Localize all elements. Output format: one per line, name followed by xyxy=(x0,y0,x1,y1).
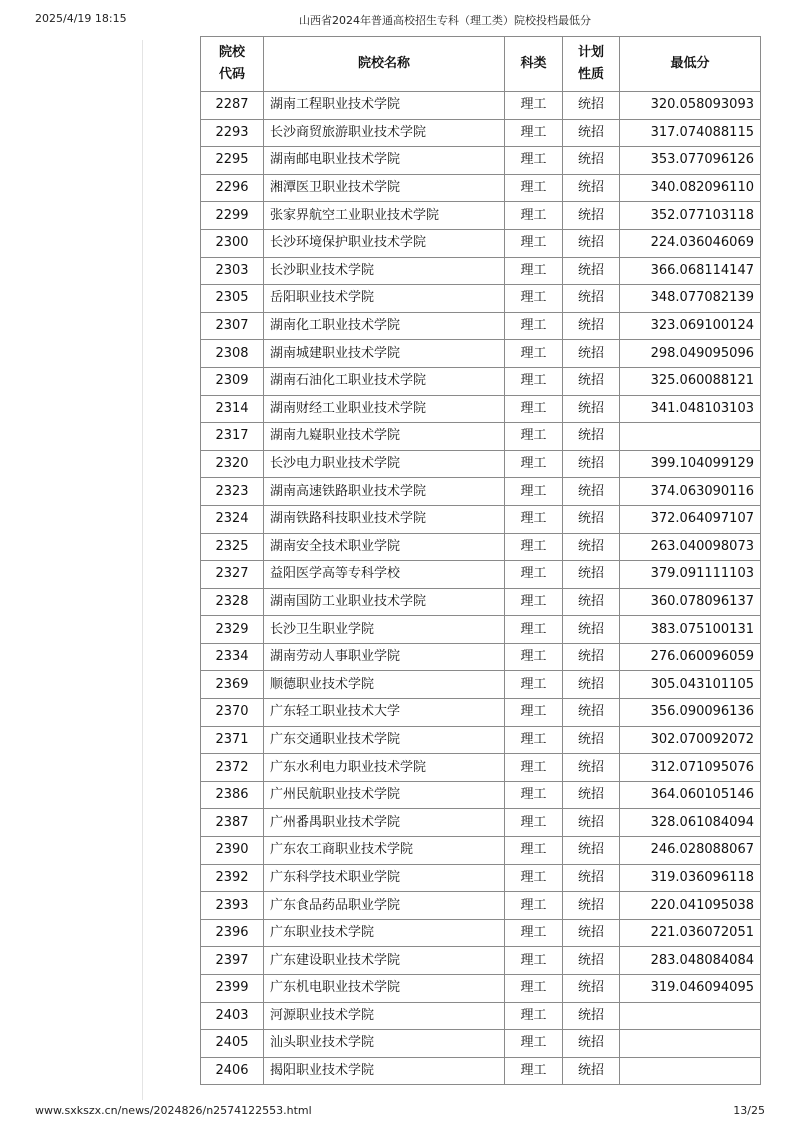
cell-score: 341.048103103 xyxy=(620,395,761,423)
cell-code: 2406 xyxy=(201,1057,264,1085)
column-header-code: 院校 代码 xyxy=(201,37,264,92)
cell-nature: 统招 xyxy=(563,505,620,533)
cell-code: 2317 xyxy=(201,423,264,451)
table-row xyxy=(201,450,761,478)
cell-category: 理工 xyxy=(505,809,563,837)
cell-nature: 统招 xyxy=(563,726,620,754)
cell-category: 理工 xyxy=(505,119,563,147)
cell-name: 湖南高速铁路职业技术学院 xyxy=(264,478,505,506)
table-row xyxy=(201,533,761,561)
cell-nature: 统招 xyxy=(563,616,620,644)
cell-code: 2387 xyxy=(201,809,264,837)
cell-nature: 统招 xyxy=(563,781,620,809)
cell-code: 2399 xyxy=(201,975,264,1003)
cell-category: 理工 xyxy=(505,505,563,533)
cell-category: 理工 xyxy=(505,864,563,892)
cell-code: 2327 xyxy=(201,561,264,589)
cell-name: 湖南石油化工职业技术学院 xyxy=(264,367,505,395)
cell-nature: 统招 xyxy=(563,671,620,699)
cell-category: 理工 xyxy=(505,202,563,230)
cell-code: 2296 xyxy=(201,174,264,202)
cell-category: 理工 xyxy=(505,1030,563,1058)
cell-category: 理工 xyxy=(505,975,563,1003)
table-row xyxy=(201,588,761,616)
cell-nature: 统招 xyxy=(563,312,620,340)
cell-nature: 统招 xyxy=(563,588,620,616)
table-row xyxy=(201,837,761,865)
table-row xyxy=(201,699,761,727)
cell-nature: 统招 xyxy=(563,285,620,313)
cell-name: 湖南国防工业职业技术学院 xyxy=(264,588,505,616)
cell-nature: 统招 xyxy=(563,947,620,975)
cell-category: 理工 xyxy=(505,699,563,727)
cell-nature: 统招 xyxy=(563,533,620,561)
cell-score: 383.075100131 xyxy=(620,616,761,644)
table-row xyxy=(201,809,761,837)
cell-name: 湘潭医卫职业技术学院 xyxy=(264,174,505,202)
cell-name: 湖南工程职业技术学院 xyxy=(264,92,505,120)
cell-score: 319.046094095 xyxy=(620,975,761,1003)
table-row xyxy=(201,754,761,782)
cell-name: 长沙卫生职业学院 xyxy=(264,616,505,644)
cell-category: 理工 xyxy=(505,588,563,616)
cell-name: 揭阳职业技术学院 xyxy=(264,1057,505,1085)
cell-code: 2303 xyxy=(201,257,264,285)
cell-score: 352.077103118 xyxy=(620,202,761,230)
cell-nature: 统招 xyxy=(563,257,620,285)
cell-score: 360.078096137 xyxy=(620,588,761,616)
cell-category: 理工 xyxy=(505,174,563,202)
cell-code: 2393 xyxy=(201,892,264,920)
cell-category: 理工 xyxy=(505,478,563,506)
column-header-nature: 计划 性质 xyxy=(563,37,620,92)
cell-nature: 统招 xyxy=(563,699,620,727)
cell-score: 340.082096110 xyxy=(620,174,761,202)
page-title: 山西省2024年普通高校招生专科（理工类）院校投档最低分 xyxy=(299,14,591,27)
margin-divider xyxy=(142,40,143,1100)
cell-code: 2305 xyxy=(201,285,264,313)
cell-name: 张家界航空工业职业技术学院 xyxy=(264,202,505,230)
cell-category: 理工 xyxy=(505,726,563,754)
table-header-row xyxy=(201,37,761,92)
cell-score: 320.058093093 xyxy=(620,92,761,120)
cell-category: 理工 xyxy=(505,257,563,285)
table-row xyxy=(201,616,761,644)
cell-score: 319.036096118 xyxy=(620,864,761,892)
cell-category: 理工 xyxy=(505,616,563,644)
table-row xyxy=(201,312,761,340)
cell-name: 广东食品药品职业学院 xyxy=(264,892,505,920)
cell-score: 328.061084094 xyxy=(620,809,761,837)
cell-category: 理工 xyxy=(505,892,563,920)
page-number: 13/25 xyxy=(733,1104,765,1117)
table-row xyxy=(201,1030,761,1058)
table-row xyxy=(201,1057,761,1085)
cell-score: 298.049095096 xyxy=(620,340,761,368)
cell-category: 理工 xyxy=(505,643,563,671)
cell-score: 366.068114147 xyxy=(620,257,761,285)
cell-nature: 统招 xyxy=(563,643,620,671)
table-row xyxy=(201,643,761,671)
cell-name: 岳阳职业技术学院 xyxy=(264,285,505,313)
cell-code: 2320 xyxy=(201,450,264,478)
cell-code: 2390 xyxy=(201,837,264,865)
cell-code: 2334 xyxy=(201,643,264,671)
table-row xyxy=(201,147,761,175)
cell-name: 顺德职业技术学院 xyxy=(264,671,505,699)
cell-code: 2308 xyxy=(201,340,264,368)
cell-code: 2386 xyxy=(201,781,264,809)
table-row xyxy=(201,781,761,809)
cell-score: 374.063090116 xyxy=(620,478,761,506)
table-row xyxy=(201,561,761,589)
cell-nature: 统招 xyxy=(563,147,620,175)
cell-score: 224.036046069 xyxy=(620,229,761,257)
cell-code: 2396 xyxy=(201,919,264,947)
cell-nature: 统招 xyxy=(563,229,620,257)
source-url: www.sxkszx.cn/news/2024826/n2574122553.html xyxy=(35,1104,312,1117)
cell-name: 广州番禺职业技术学院 xyxy=(264,809,505,837)
cell-score: 305.043101105 xyxy=(620,671,761,699)
cell-name: 长沙环境保护职业技术学院 xyxy=(264,229,505,257)
table-row xyxy=(201,671,761,699)
cell-score: 283.048084084 xyxy=(620,947,761,975)
cell-name: 河源职业技术学院 xyxy=(264,1002,505,1030)
cell-nature: 统招 xyxy=(563,174,620,202)
cell-category: 理工 xyxy=(505,837,563,865)
cell-name: 湖南邮电职业技术学院 xyxy=(264,147,505,175)
cell-code: 2323 xyxy=(201,478,264,506)
table-row xyxy=(201,864,761,892)
print-datetime: 2025/4/19 18:15 xyxy=(35,12,127,25)
cell-code: 2371 xyxy=(201,726,264,754)
cell-score: 399.104099129 xyxy=(620,450,761,478)
cell-category: 理工 xyxy=(505,671,563,699)
cell-name: 长沙职业技术学院 xyxy=(264,257,505,285)
cell-nature: 统招 xyxy=(563,450,620,478)
cell-category: 理工 xyxy=(505,340,563,368)
cell-name: 湖南城建职业技术学院 xyxy=(264,340,505,368)
cell-category: 理工 xyxy=(505,561,563,589)
cell-category: 理工 xyxy=(505,533,563,561)
cell-category: 理工 xyxy=(505,919,563,947)
cell-code: 2324 xyxy=(201,505,264,533)
cell-score xyxy=(620,423,761,451)
table-row xyxy=(201,478,761,506)
cell-code: 2403 xyxy=(201,1002,264,1030)
cell-name: 广东轻工职业技术大学 xyxy=(264,699,505,727)
table-row xyxy=(201,919,761,947)
cell-score xyxy=(620,1030,761,1058)
table-row xyxy=(201,1002,761,1030)
table-row xyxy=(201,202,761,230)
cell-score: 221.036072051 xyxy=(620,919,761,947)
cell-name: 长沙商贸旅游职业技术学院 xyxy=(264,119,505,147)
cell-score: 302.070092072 xyxy=(620,726,761,754)
cell-category: 理工 xyxy=(505,285,563,313)
cell-category: 理工 xyxy=(505,395,563,423)
cell-score: 325.060088121 xyxy=(620,367,761,395)
cell-nature: 统招 xyxy=(563,864,620,892)
cell-nature: 统招 xyxy=(563,1030,620,1058)
cell-name: 广东水利电力职业技术学院 xyxy=(264,754,505,782)
cell-name: 广州民航职业技术学院 xyxy=(264,781,505,809)
cell-category: 理工 xyxy=(505,92,563,120)
cell-category: 理工 xyxy=(505,1057,563,1085)
cell-name: 广东建设职业技术学院 xyxy=(264,947,505,975)
cell-nature: 统招 xyxy=(563,367,620,395)
table-row xyxy=(201,975,761,1003)
cell-category: 理工 xyxy=(505,450,563,478)
cell-nature: 统招 xyxy=(563,92,620,120)
cell-code: 2314 xyxy=(201,395,264,423)
table-row xyxy=(201,119,761,147)
cell-category: 理工 xyxy=(505,947,563,975)
cell-name: 广东农工商职业技术学院 xyxy=(264,837,505,865)
table-row xyxy=(201,395,761,423)
cell-code: 2397 xyxy=(201,947,264,975)
cell-nature: 统招 xyxy=(563,754,620,782)
table-row xyxy=(201,174,761,202)
cell-name: 湖南九嶷职业技术学院 xyxy=(264,423,505,451)
cell-code: 2293 xyxy=(201,119,264,147)
cell-name: 汕头职业技术学院 xyxy=(264,1030,505,1058)
cell-code: 2295 xyxy=(201,147,264,175)
cell-name: 湖南铁路科技职业技术学院 xyxy=(264,505,505,533)
cell-name: 广东科学技术职业学院 xyxy=(264,864,505,892)
cell-category: 理工 xyxy=(505,781,563,809)
cell-category: 理工 xyxy=(505,754,563,782)
cell-category: 理工 xyxy=(505,229,563,257)
cell-score: 276.060096059 xyxy=(620,643,761,671)
cell-nature: 统招 xyxy=(563,809,620,837)
table-row xyxy=(201,257,761,285)
cell-nature: 统招 xyxy=(563,202,620,230)
cell-name: 广东职业技术学院 xyxy=(264,919,505,947)
cell-code: 2369 xyxy=(201,671,264,699)
cell-score xyxy=(620,1002,761,1030)
cell-code: 2325 xyxy=(201,533,264,561)
table-row xyxy=(201,726,761,754)
table-row xyxy=(201,229,761,257)
cell-nature: 统招 xyxy=(563,119,620,147)
table-row xyxy=(201,285,761,313)
cell-category: 理工 xyxy=(505,423,563,451)
cell-category: 理工 xyxy=(505,1002,563,1030)
cell-nature: 统招 xyxy=(563,975,620,1003)
cell-nature: 统招 xyxy=(563,395,620,423)
cell-name: 湖南财经工业职业技术学院 xyxy=(264,395,505,423)
cell-nature: 统招 xyxy=(563,892,620,920)
cell-score: 353.077096126 xyxy=(620,147,761,175)
cell-code: 2300 xyxy=(201,229,264,257)
cell-name: 湖南安全技术职业学院 xyxy=(264,533,505,561)
cell-score: 317.074088115 xyxy=(620,119,761,147)
cell-code: 2329 xyxy=(201,616,264,644)
column-header-score: 最低分 xyxy=(620,37,761,92)
cell-code: 2287 xyxy=(201,92,264,120)
cell-code: 2309 xyxy=(201,367,264,395)
cell-score: 220.041095038 xyxy=(620,892,761,920)
cell-score: 246.028088067 xyxy=(620,837,761,865)
cell-score: 372.064097107 xyxy=(620,505,761,533)
cell-score: 379.091111103 xyxy=(620,561,761,589)
cell-code: 2405 xyxy=(201,1030,264,1058)
cell-category: 理工 xyxy=(505,312,563,340)
table-row xyxy=(201,947,761,975)
cell-score: 364.060105146 xyxy=(620,781,761,809)
table-row xyxy=(201,505,761,533)
cell-code: 2328 xyxy=(201,588,264,616)
cell-nature: 统招 xyxy=(563,423,620,451)
admission-score-table xyxy=(200,36,761,1085)
cell-nature: 统招 xyxy=(563,1057,620,1085)
cell-name: 湖南劳动人事职业学院 xyxy=(264,643,505,671)
cell-name: 益阳医学高等专科学校 xyxy=(264,561,505,589)
table-row xyxy=(201,92,761,120)
cell-name: 长沙电力职业技术学院 xyxy=(264,450,505,478)
cell-nature: 统招 xyxy=(563,1002,620,1030)
cell-score: 323.069100124 xyxy=(620,312,761,340)
table-row xyxy=(201,340,761,368)
cell-code: 2372 xyxy=(201,754,264,782)
table-row xyxy=(201,423,761,451)
cell-score: 263.040098073 xyxy=(620,533,761,561)
cell-nature: 统招 xyxy=(563,561,620,589)
cell-nature: 统招 xyxy=(563,340,620,368)
column-header-category: 科类 xyxy=(505,37,563,92)
cell-score: 312.071095076 xyxy=(620,754,761,782)
table-row xyxy=(201,892,761,920)
table-body xyxy=(201,92,761,1085)
cell-category: 理工 xyxy=(505,367,563,395)
cell-nature: 统招 xyxy=(563,478,620,506)
cell-score: 348.077082139 xyxy=(620,285,761,313)
cell-score xyxy=(620,1057,761,1085)
cell-name: 广东机电职业技术学院 xyxy=(264,975,505,1003)
cell-score: 356.090096136 xyxy=(620,699,761,727)
cell-nature: 统招 xyxy=(563,837,620,865)
cell-name: 广东交通职业技术学院 xyxy=(264,726,505,754)
cell-code: 2392 xyxy=(201,864,264,892)
cell-category: 理工 xyxy=(505,147,563,175)
cell-code: 2307 xyxy=(201,312,264,340)
cell-code: 2370 xyxy=(201,699,264,727)
cell-code: 2299 xyxy=(201,202,264,230)
table-row xyxy=(201,367,761,395)
cell-name: 湖南化工职业技术学院 xyxy=(264,312,505,340)
column-header-name: 院校名称 xyxy=(264,37,505,92)
cell-nature: 统招 xyxy=(563,919,620,947)
